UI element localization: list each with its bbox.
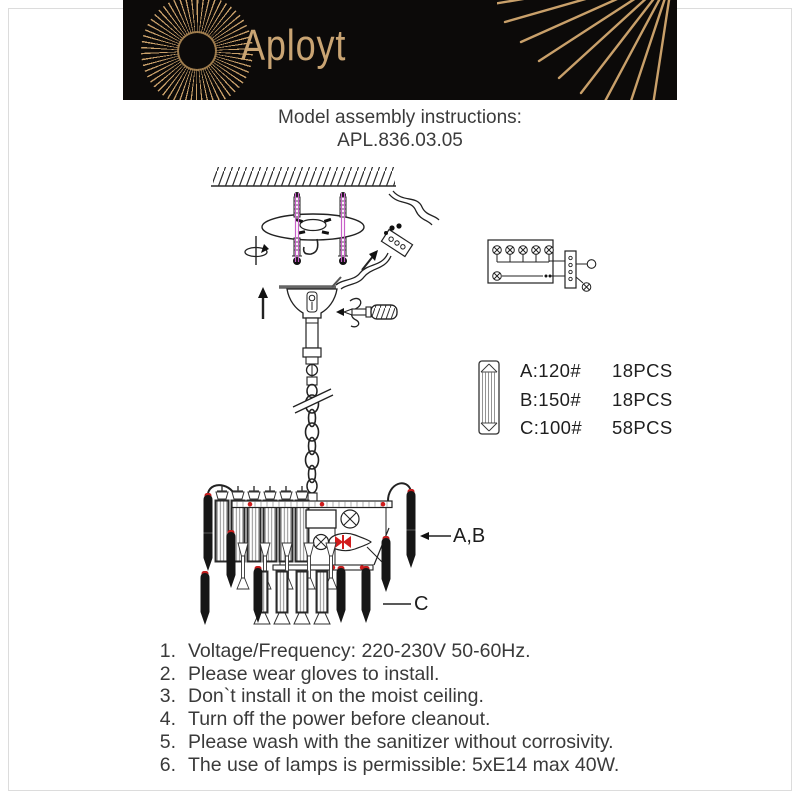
brand-name: Aployt	[241, 21, 347, 70]
instruction-text: Don`t install it on the moist ceiling.	[188, 685, 484, 708]
instruction-number: 4.	[159, 708, 176, 731]
instruction-list	[150, 640, 690, 776]
instruction-item	[150, 640, 690, 663]
callout-label-c: C	[414, 593, 429, 615]
mounting-bracket	[245, 192, 364, 265]
instruction-text: Turn off the power before cleanout.	[188, 708, 491, 731]
rotate-arrow-icon	[245, 236, 269, 265]
parts-row	[520, 360, 690, 382]
instruction-text: Voltage/Frequency: 220-230V 50-60Hz.	[188, 640, 531, 662]
ceiling-hatch	[211, 167, 396, 186]
instruction-item	[150, 754, 690, 777]
instruction-number: 2.	[159, 662, 176, 685]
page-title: Model assembly instructions:	[278, 107, 522, 128]
part-size: C:100#	[520, 417, 583, 438]
screwdriver-icon	[336, 298, 397, 326]
stem-and-chain	[293, 318, 333, 493]
crystal-rod-icon	[479, 361, 499, 434]
instruction-text: Please wear gloves to install.	[188, 662, 440, 685]
part-qty: 18PCS	[612, 389, 673, 410]
instruction-item	[150, 685, 690, 708]
part-qty: 18PCS	[612, 360, 673, 381]
instruction-item	[150, 731, 690, 754]
instruction-number: 6.	[159, 753, 176, 776]
instruction-number: 1.	[159, 640, 176, 662]
parts-row	[520, 417, 690, 439]
part-qty: 58PCS	[612, 417, 673, 438]
instruction-number: 3.	[159, 685, 176, 708]
part-size: A:120#	[520, 360, 582, 381]
wiring-diagram	[488, 240, 596, 291]
callout-label-ab: A,B	[453, 525, 486, 547]
model-number: APL.836.03.05	[337, 130, 463, 151]
parts-row	[520, 389, 690, 411]
part-size: B:150#	[520, 389, 582, 410]
canopy	[258, 277, 341, 319]
instruction-item	[150, 708, 690, 731]
instruction-text: The use of lamps is permissible: 5xE14 max 40W.	[188, 753, 620, 776]
instruction-item	[150, 663, 690, 686]
instruction-number: 5.	[159, 730, 176, 753]
instruction-text: Please wash with the sanitizer without corrosivity.	[188, 730, 614, 753]
callout-arrow-ab	[420, 532, 451, 540]
power-cord	[336, 191, 439, 289]
